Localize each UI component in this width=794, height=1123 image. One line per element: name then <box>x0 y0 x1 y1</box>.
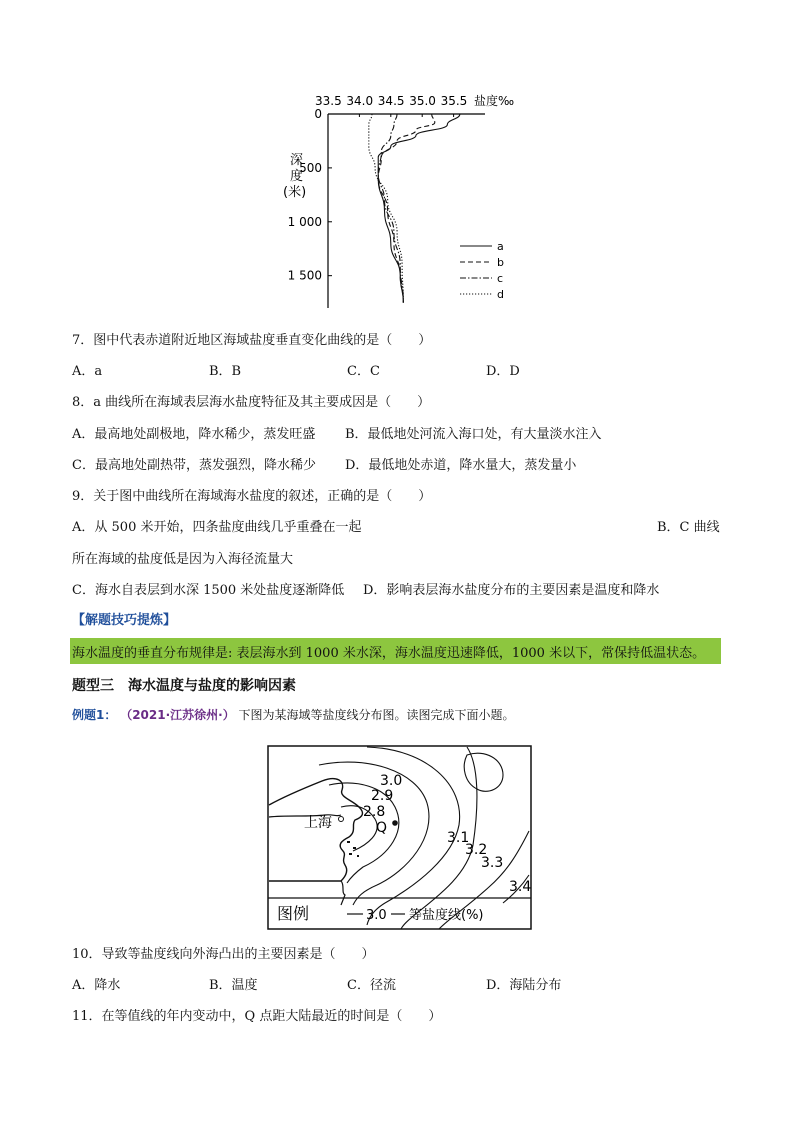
example-text: 下图为某海域等盐度线分布图。读图完成下面小题。 <box>238 708 515 722</box>
city-label-shanghai: 上海 <box>304 815 332 831</box>
q8-option-a[interactable]: A．最高地处副极地，降水稀少，蒸发旺盛 <box>72 427 316 442</box>
question-11: 11．在等值线的年内变动中，Q 点距大陆最近的时间是（ ） <box>72 1009 442 1024</box>
isohaline-label-3.3: 3.3 <box>481 855 504 871</box>
question-10: 10．导致等盐度线向外海凸出的主要因素是（ ） <box>72 947 375 962</box>
legend-label-c: c <box>497 272 504 285</box>
chart-y-label-1: 深 <box>290 153 304 168</box>
chart-y-label-3: (米) <box>283 185 307 200</box>
tips-header: 【解题技巧提炼】 <box>72 613 177 628</box>
y-tick-label: 1 500 <box>287 268 322 283</box>
section-title: 题型三 海水温度与盐度的影响因素 <box>72 678 296 694</box>
q10-option-b[interactable]: B．温度 <box>209 978 258 993</box>
isohaline-label-3.1: 3.1 <box>447 830 470 846</box>
point-q-marker <box>392 820 398 826</box>
isohaline-map <box>267 745 532 930</box>
island <box>357 855 359 857</box>
legend-title: 图例 <box>277 904 310 923</box>
q9-option-b-cont: 所在海域的盐度低是因为入海径流量大 <box>72 552 294 567</box>
legend-label-a: a <box>497 240 504 253</box>
q10-option-a[interactable]: A．降水 <box>72 978 121 993</box>
x-tick-label: 35.0 <box>409 94 436 108</box>
x-tick-label: 33.5 <box>315 94 342 108</box>
q9-option-c[interactable]: C．海水自表层到水深 1500 米处盐度逐渐降低 <box>72 583 345 598</box>
example-line <box>72 706 515 724</box>
shanghai-marker <box>339 817 344 822</box>
q7-option-d[interactable]: D．D <box>486 364 520 379</box>
q8-option-c[interactable]: C．最高地处副热带，蒸发强烈，降水稀少 <box>72 458 316 473</box>
salinity-depth-chart <box>270 88 560 313</box>
island <box>347 841 350 843</box>
question-9: 9．关于图中曲线所在海域海水盐度的叙述，正确的是（ ） <box>72 489 432 504</box>
q9-option-a[interactable]: A．从 500 米开始，四条盐度曲线几乎重叠在一起 <box>72 520 362 535</box>
chart-x-axis-label: 盐度‰ <box>474 94 515 108</box>
isohaline-label-3.0: 3.0 <box>380 773 403 789</box>
example-source: （2021·江苏徐州·） <box>120 708 235 722</box>
x-tick-label: 34.5 <box>377 94 405 108</box>
q7-option-c[interactable]: C．C <box>347 364 380 379</box>
q7-option-a[interactable]: A．a <box>72 364 103 379</box>
x-tick-label: 34.0 <box>346 94 374 108</box>
legend-label-d: d <box>497 288 504 301</box>
example-label: 例题1： <box>72 708 117 722</box>
isohaline-label-3.2: 3.2 <box>465 842 488 858</box>
question-7: 7．图中代表赤道附近地区海域盐度垂直变化曲线的是（ ） <box>72 333 432 348</box>
q7-option-b[interactable]: B．B <box>209 364 242 379</box>
q10-option-d[interactable]: D．海陆分布 <box>486 978 562 993</box>
q9-option-d[interactable]: D．影响表层海水盐度分布的主要因素是温度和降水 <box>363 583 660 598</box>
y-tick-label: 0 <box>314 107 322 121</box>
q9-option-b[interactable]: B．C 曲线 <box>657 520 720 535</box>
q8-option-d[interactable]: D．最低地处赤道，降水量大，蒸发量小 <box>345 458 577 473</box>
legend-label-b: b <box>497 256 504 269</box>
island <box>353 847 356 849</box>
tips-box <box>70 638 721 664</box>
chart-y-label-2: 度 <box>290 169 304 184</box>
q8-option-b[interactable]: B．最低地处河流入海口处，有大量淡水注入 <box>345 427 602 442</box>
point-label-q: Q <box>376 820 388 836</box>
y-tick-label: 500 <box>299 160 322 175</box>
legend-text: 等盐度线(%) <box>409 908 484 923</box>
series-line-b <box>378 114 435 303</box>
isohaline-label-2.8: 2.8 <box>363 804 386 820</box>
isohaline-label-2.9: 2.9 <box>371 788 394 804</box>
q10-option-c[interactable]: C．径流 <box>347 978 396 993</box>
question-8: 8．a 曲线所在海域表层海水盐度特征及其主要成因是（ ） <box>72 395 431 410</box>
isohaline-label-3.4: 3.4 <box>509 879 532 895</box>
legend-sample-value: 3.0 <box>366 908 387 923</box>
island <box>349 853 352 855</box>
x-tick-label: 35.5 <box>440 94 468 108</box>
tips-text: 海水温度的垂直分布规律是: 表层海水到 1000 米水深，海水温度迅速降低，1000 米以下，常保持低温状态。 <box>72 646 706 661</box>
series-line-a <box>378 114 460 303</box>
y-tick-label: 1 000 <box>287 214 322 229</box>
